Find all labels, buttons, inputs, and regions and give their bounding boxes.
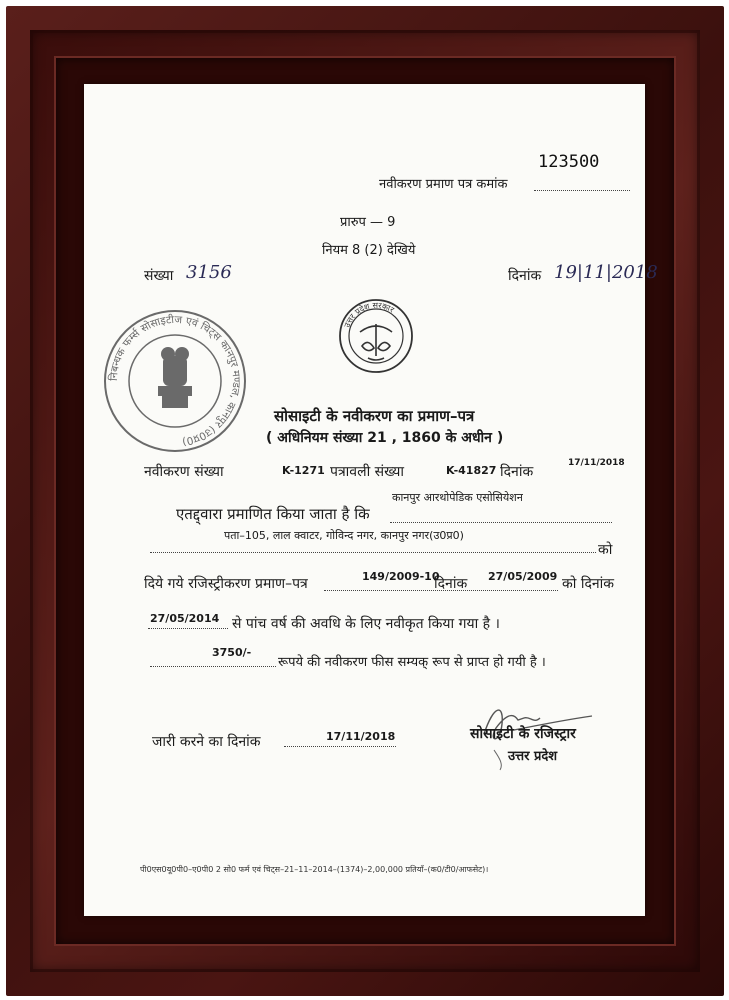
- registrar-state: उत्तर प्रदेश: [508, 749, 558, 764]
- file-number: K-41827: [446, 464, 497, 477]
- renewal-from-date: 27/05/2014: [150, 612, 220, 625]
- reg-date: 27/05/2009: [488, 570, 558, 583]
- form-label: प्रारुप — 9: [340, 215, 396, 230]
- print-footer: पी0एस0यू0पी0–ए0पी0 2 सो0 फर्म एवं चिट्स–21–11–2014–(1374)–2,00,000 प्रतियाँ–(क0/टी0/आफसेट)।: [140, 865, 489, 874]
- registrar-title: सोसाइटी के रजिस्ट्रार: [470, 726, 576, 742]
- society-dotted-line: [390, 522, 612, 523]
- file-number-label: पत्रावली संख्या: [330, 464, 405, 480]
- serial-label: संख्या: [144, 268, 174, 284]
- fee-dotted-line: [150, 666, 276, 667]
- certificate-subtitle: ( अधिनियम संख्या 21 , 1860 के अधीन ): [266, 430, 504, 446]
- ko-dinank-text: को दिनांक: [562, 576, 615, 592]
- certify-text: एतद्द्वारा प्रमाणित किया जाता है कि: [176, 505, 370, 523]
- emblem-text: उत्तर प्रदेश सरकार: [342, 300, 396, 329]
- bow-fish-icon: [360, 324, 392, 360]
- renewal-period-text: से पांच वर्ष की अवधि के लिए नवीकृत किया गया है ।: [232, 616, 500, 632]
- svg-text:उत्तर प्रदेश सरकार: [343, 301, 397, 329]
- society-address: पता–105, लाल क्वाटर, गोविन्द नगर, कानपुर नगर(उ0प्र0): [224, 529, 464, 542]
- address-dotted-line: [150, 552, 596, 553]
- certificate-number-label: नवीकरण प्रमाण पत्र कमांक: [379, 177, 508, 192]
- registrar-seal: [100, 306, 250, 456]
- renewal-from-dotted-line: [148, 628, 228, 629]
- issue-date: 17/11/2018: [326, 730, 396, 743]
- certificate-title: सोसाइटी के नवीकरण का प्रमाण–पत्र: [274, 407, 475, 425]
- society-name: कानपुर आरथोपेडिक एसोसियेशन: [392, 491, 523, 504]
- certificate-paper: [84, 84, 658, 916]
- cert-number-dotted-line: [534, 190, 630, 191]
- file-date-label: दिनांक: [500, 464, 534, 480]
- reg-cert-number: 149/2009-10: [362, 570, 440, 583]
- serial-handwritten: 3156: [186, 262, 232, 283]
- up-government-emblem: [338, 298, 414, 374]
- date-handwritten: 19|11|2018: [554, 262, 658, 283]
- reg-cert-label: दिये गये रजिस्ट्रीकरण प्रमाण–पत्र: [144, 576, 308, 592]
- reg-date-label: दिनांक: [434, 576, 468, 592]
- certificate-number: 123500: [538, 152, 600, 172]
- renewal-number: K-1271: [282, 464, 325, 477]
- rule-label: नियम 8 (2) देखिये: [322, 243, 416, 258]
- address-suffix: को: [598, 542, 613, 558]
- issue-date-dotted-line: [284, 746, 396, 747]
- file-date: 17/11/2018: [568, 458, 625, 468]
- reg-dotted-line: [324, 590, 558, 591]
- fee-amount: 3750/-: [212, 646, 252, 659]
- fee-text: रूपये की नवीकरण फीस सम्यक् रूप से प्राप्त हो गयी है ।: [278, 655, 546, 670]
- date-label: दिनांक: [508, 268, 542, 284]
- seal-text: निबन्धक फर्म्स सोसाइटीज एवं चिट्स कानपुर मण्डल, कानपुर (उ0प्र0): [107, 313, 243, 448]
- ashoka-emblem-icon: [158, 347, 192, 408]
- renewal-number-label: नवीकरण संख्या: [144, 464, 224, 480]
- issue-date-label: जारी करने का दिनांक: [152, 734, 261, 750]
